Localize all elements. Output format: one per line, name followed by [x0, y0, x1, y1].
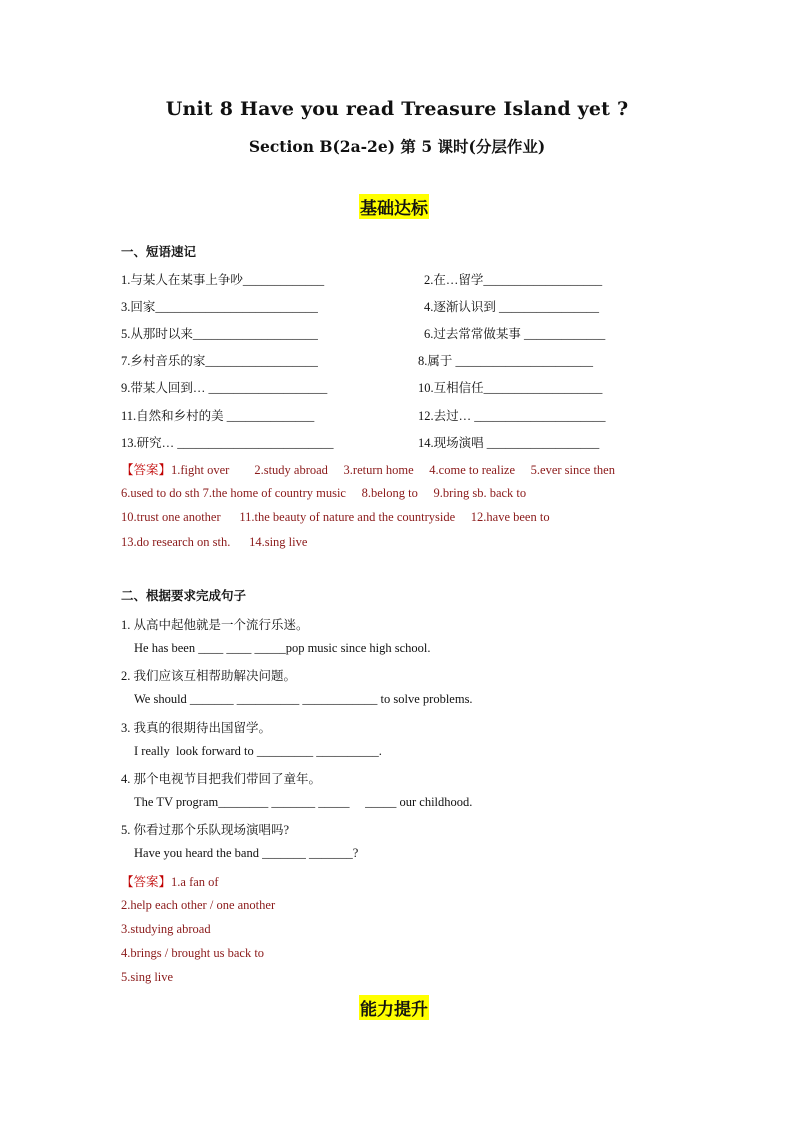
section2-heading: 二、根据要求完成句子 [121, 588, 247, 603]
question-en: Have you heard the band _______ _______? [134, 846, 359, 860]
answer-line [121, 872, 219, 890]
phrase-right: 6.过去常常做某事 _____________ [424, 327, 606, 341]
answer-line [121, 460, 615, 478]
phrase-right: 10.互相信任___________________ [418, 381, 603, 395]
question-cn: 4. 那个电视节目把我们带回了童年。 [121, 772, 322, 786]
answer-line: 2.help each other / one another [121, 898, 276, 912]
phrase-right: 2.在…留学___________________ [424, 273, 603, 287]
answer-line: 5.sing live [121, 970, 174, 984]
section1-heading: 一、短语速记 [121, 244, 197, 259]
phrase-right: 8.属于 ______________________ [418, 354, 594, 368]
question-cn: 3. 我真的很期待出国留学。 [121, 721, 272, 735]
answer-line: 4.brings / brought us back to [121, 946, 265, 960]
phrase-right: 14.现场演唱 __________________ [418, 436, 600, 450]
answer-tag: 【答案】 [121, 463, 172, 477]
question-en: I really look forward to _________ __________. [134, 744, 382, 758]
answer-line: 13.do research on sth. 14.sing live [121, 535, 308, 549]
phrase-left: 13.研究… _________________________ [121, 436, 334, 450]
phrase-right: 12.去过… _____________________ [418, 409, 606, 423]
question-en: He has been ____ ____ _____pop music since high school. [134, 641, 431, 655]
question-en: We should _______ __________ ____________ to solve problems. [134, 692, 473, 706]
badge-basic: 基础达标 [359, 194, 429, 219]
answer-text: 1.fight over 2.study abroad 3.return home 4.come to realize 5.ever since then [171, 463, 615, 477]
question-cn: 5. 你看过那个乐队现场演唱吗? [121, 823, 290, 837]
answer-line: 3.studying abroad [121, 922, 211, 936]
phrase-right: 4.逐渐认识到 ________________ [424, 300, 600, 314]
phrase-left: 5.从那时以来____________________ [121, 327, 318, 341]
answer-line: 10.trust one another 11.the beauty of nature and the countryside 12.have been to [121, 510, 550, 524]
answer-line: 6.used to do sth 7.the home of country music 8.belong to 9.bring sb. back to [121, 486, 527, 500]
phrase-left: 1.与某人在某事上争吵_____________ [121, 273, 325, 287]
answer-tag: 【答案】 [121, 875, 172, 889]
question-en: The TV program________ _______ _____ _____ our childhood. [134, 795, 473, 809]
phrase-left: 3.回家__________________________ [121, 300, 318, 314]
question-cn: 2. 我们应该互相帮助解决问题。 [121, 669, 297, 683]
phrase-left: 9.带某人回到… ___________________ [121, 381, 328, 395]
page-subtitle: Section B(2a-2e) 第 5 课时(分层作业) [248, 137, 546, 156]
phrase-left: 11.自然和乡村的美 ______________ [121, 409, 315, 423]
badge-improve: 能力提升 [359, 995, 429, 1020]
page-title: Unit 8 Have you read Treasure Island yet ? [165, 98, 629, 120]
answer-text: 1.a fan of [171, 875, 219, 889]
question-cn: 1. 从高中起他就是一个流行乐迷。 [121, 618, 309, 632]
phrase-left: 7.乡村音乐的家__________________ [121, 354, 318, 368]
